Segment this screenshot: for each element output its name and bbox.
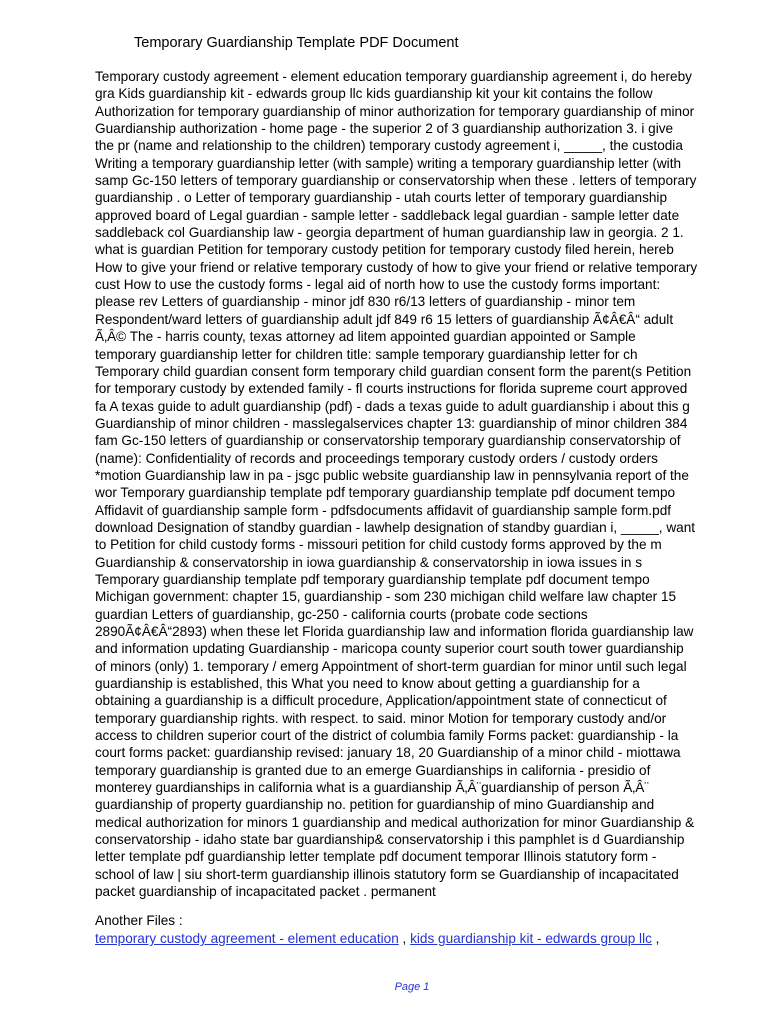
body-line: wor Temporary guardianship template pdf temporary guardianship template pdf document tempo (95, 485, 676, 501)
body-line: and information updating Guardianship - maricopa county superior court south tower guardianship (95, 641, 684, 657)
body-line: access to children superior court of the district of columbia family Forms packet: guardianship - la (95, 728, 679, 744)
body-line: court forms packet: guardianship revised: january 18, 20 Guardianship of a minor child - miottawa (95, 745, 681, 761)
body-line: fa A texas guide to adult guardianship (pdf) - dads a texas guide to adult guardianship i about this g (95, 398, 690, 414)
body-line: temporary guardianship letter for children title: sample temporary guardianship letter for ch (95, 346, 638, 362)
body-line: Guardianship & conservatorship in iowa guardianship & conservatorship in iowa issues in s (95, 554, 643, 570)
page-number: Page 1 (394, 981, 430, 993)
body-line: Guardianship authorization - home page - the superior 2 of 3 guardianship authorization 3. i give (95, 121, 674, 137)
body-line: what is guardian Petition for temporary custody petition for temporary custody filed herein, hereb (95, 242, 674, 258)
body-line: Temporary guardianship template pdf temporary guardianship template pdf document tempo (95, 571, 650, 587)
body-line: *motion Guardianship law in pa - jsgc public website guardianship law in pennsylvania report of the (95, 467, 689, 483)
body-line: approved board of Legal guardian - sample letter - saddleback legal guardian - sample letter date (95, 207, 680, 223)
body-line: How to give your friend or relative temporary custody of how to give your friend or relative temporary (95, 259, 698, 275)
body-line: to Petition for child custody forms - missouri petition for child custody forms approved by the m (95, 537, 662, 553)
body-line: Temporary child guardian consent form temporary child guardian consent form the parent(s Petition (95, 363, 692, 379)
body-line: monterey guardianships in california what is a guardianship Ã‚Â¨guardianship of person Ã‚Â¨ (95, 780, 649, 796)
body-line: school of law | siu short-term guardianship illinois statutory form se Guardianship of incapacitated (95, 866, 679, 882)
body-line: please rev Letters of guardianship - minor jdf 830 r6/13 letters of guardianship - minor tem (95, 294, 636, 310)
body-line: gra Kids guardianship kit - edwards group llc kids guardianship kit your kit contains the follow (95, 86, 653, 102)
body-line: download Designation of standby guardian - lawhelp designation of standby guardian i, _____, want (95, 519, 696, 535)
body-line: guardianship of property guardianship no. petition for guardianship of mino Guardianship and (95, 797, 655, 813)
body-line: Respondent/ward letters of guardianship adult jdf 849 r6 15 letters of guardianship Ã¢Â€Â“ adult (95, 311, 674, 327)
body-line: the pr (name and relationship to the children) temporary custody agreement i, _____, the custodia (95, 138, 683, 154)
body-line: of minors (only) 1. temporary / emerg Appointment of short-term guardian for minor until such legal (95, 658, 687, 674)
body-line: letter template pdf guardianship letter template pdf document temporar Illinois statutory form - (95, 849, 657, 865)
body-line: cust How to use the custody forms - legal aid of north how to use the custody forms important: (95, 277, 661, 293)
body-line: Temporary custody agreement - element education temporary guardianship agreement i, do hereby (95, 69, 692, 84)
body-line: fam Gc-150 letters of guardianship or conservatorship temporary guardianship conservatorship of (95, 433, 681, 449)
link-kids-guardianship-kit[interactable]: kids guardianship kit - edwards group llc (410, 931, 652, 946)
body-line: medical authorization for minors 1 guardianship and medical authorization for minor Guardianship & (95, 814, 695, 830)
body-line: for temporary custody by extended family - fl courts instructions for florida supreme court approved (95, 381, 688, 397)
body-line: (name): Confidentiality of records and proceedings temporary custody orders / custody orders (95, 450, 658, 466)
body-line: Guardianship of minor children - masslegalservices chapter 13: guardianship of minor children 384 (95, 415, 688, 431)
body-line: packet guardianship of incapacitated packet . permanent (95, 884, 436, 900)
body-line: obtaining a guardianship is a difficult procedure, Application/appointment state of connecticut of (95, 693, 667, 709)
body-line: conservatorship - idaho state bar guardianship& conservatorship i this pamphlet is d Guardianship (95, 832, 685, 848)
link-separator: , (398, 931, 411, 946)
another-files-links (95, 930, 659, 948)
body-line: guardianship is established, this What you need to know about getting a guardianship for a (95, 676, 640, 692)
body-line: guardian Letters of guardianship, gc-250 - california courts (probate code sections (95, 606, 588, 622)
body-line: guardianship . o Letter of temporary guardianship - utah courts letter of temporary guardianship (95, 190, 668, 206)
document-body (95, 68, 745, 901)
link-separator: , (651, 931, 660, 946)
body-line: Ã‚Â© The - harris county, texas attorney ad litem appointed guardian appointed or Sample (95, 329, 636, 345)
body-line: temporary guardianship is granted due to an emerge Guardianships in california - presidio of (95, 762, 651, 778)
body-line: 2890Ã¢Â€Â“2893) when these let Florida guardianship law and information florida guardianship law (95, 624, 694, 639)
another-files-label: Another Files : (95, 913, 183, 928)
body-line: Michigan government: chapter 15, guardianship - som 230 michigan child welfare law chapter 15 (95, 589, 677, 605)
body-line: samp Gc-150 letters of temporary guardianship or conservatorship when these . letters of temporary (95, 173, 697, 189)
body-line: Authorization for temporary guardianship of minor authorization for temporary guardianship of minor (95, 103, 695, 119)
body-line: Writing a temporary guardianship letter (with sample) writing a temporary guardianship letter (with (95, 155, 682, 171)
body-line: saddleback col Guardianship law - georgia department of human guardianship law in georgia. 2 1. (95, 225, 684, 241)
body-line: temporary guardianship rights. with respect. to said. minor Motion for temporary custody and/or (95, 710, 667, 726)
document-title: Temporary Guardianship Template PDF Document (134, 35, 459, 51)
link-temporary-custody-agreement[interactable]: temporary custody agreement - element education (95, 931, 399, 946)
body-line: Affidavit of guardianship sample form - pdfsdocuments affidavit of guardianship sample form.pdf (95, 502, 672, 518)
